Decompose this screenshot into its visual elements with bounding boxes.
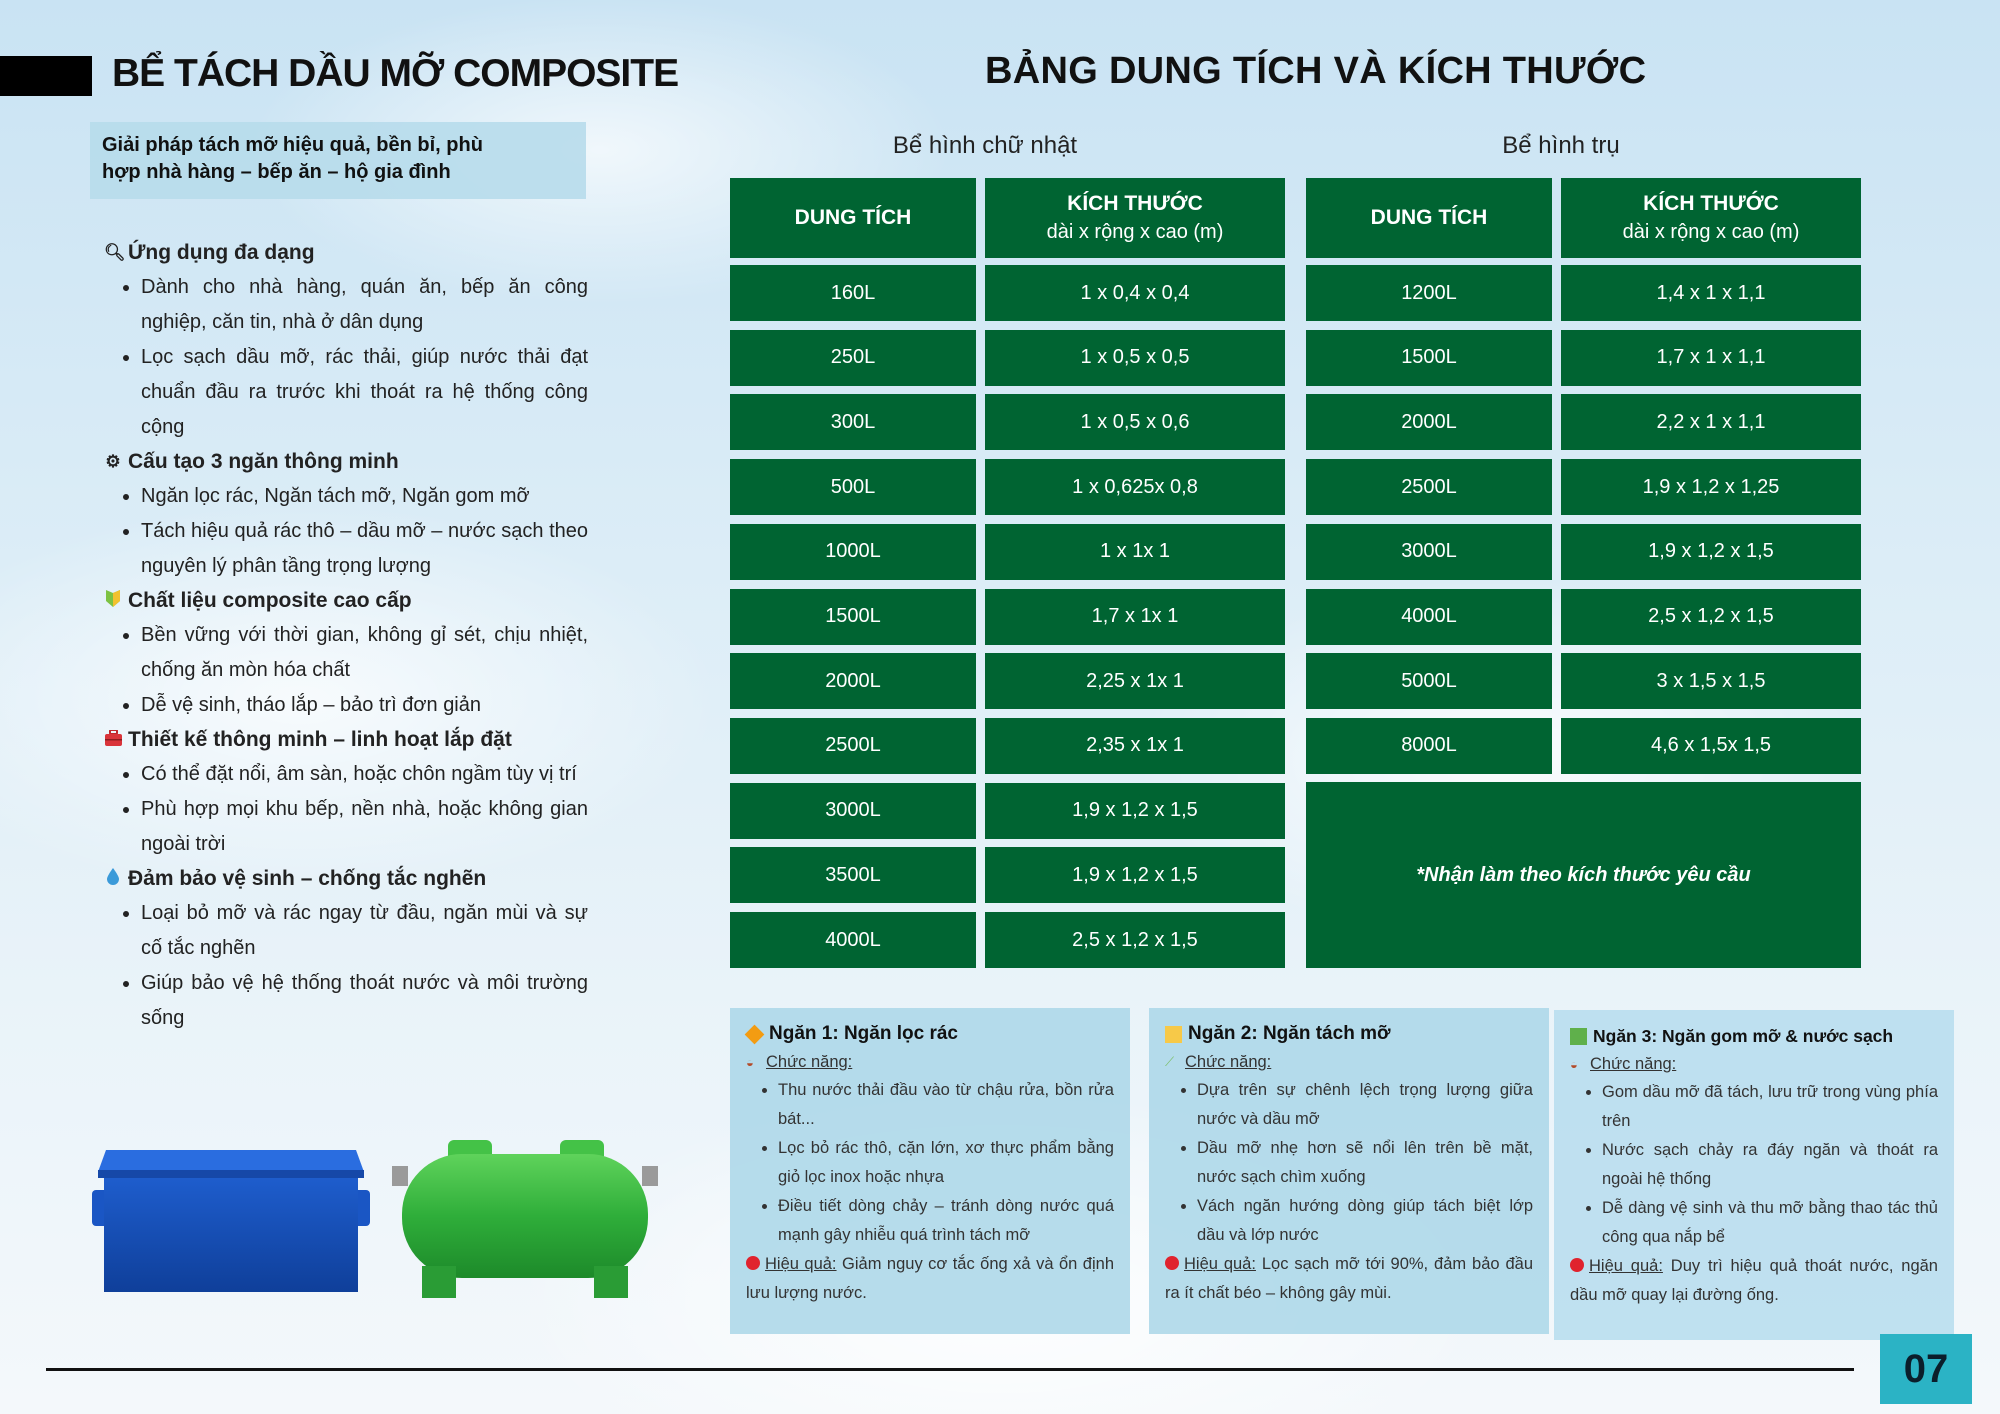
cyl-capacity-cell: 5000L (1306, 653, 1552, 709)
cyl-size-cell: 2,5 x 1,2 x 1,5 (1561, 589, 1861, 645)
compartment-bullet: • Dầu mỡ nhẹ hơn sẽ nổi lên trên bề mặt, nước sạch chìm xuống (1197, 1134, 1533, 1192)
compartment-bullet: • Vách ngăn hướng dòng giúp tách biệt lớp dầu và lớp nước (1197, 1192, 1533, 1250)
rect-capacity-cell: 250L (730, 330, 976, 386)
yellow-square-icon (1165, 1026, 1182, 1043)
subtitle-line: hợp nhà hàng – bếp ăn – hộ gia đình (102, 161, 451, 183)
header-capacity: DUNG TÍCH (1306, 178, 1552, 258)
feature-bullet: • Có thể đặt nổi, âm sàn, hoặc chôn ngầm tùy vị trí (141, 757, 588, 792)
rect-capacity-cell: 3500L (730, 847, 976, 903)
rect-capacity-cell: 500L (730, 459, 976, 515)
cyl-size-cell: 3 x 1,5 x 1,5 (1561, 653, 1861, 709)
green-cylindrical-tank-image (392, 1140, 658, 1298)
title-accent-bar (0, 56, 92, 96)
compartment-heading: Ngăn 1: Ngăn lọc rác (746, 1020, 1114, 1048)
rect-size-cell: 1 x 0,4 x 0,4 (985, 265, 1285, 321)
rect-capacity-cell: 1500L (730, 589, 976, 645)
rect-size-cell: 2,35 x 1x 1 (985, 718, 1285, 774)
rect-capacity-cell: 4000L (730, 912, 976, 968)
feature-heading: Đảm bảo vệ sinh – chống tắc nghẽn (104, 862, 588, 896)
red-dot-icon (1165, 1256, 1179, 1270)
cyl-capacity-cell: 1500L (1306, 330, 1552, 386)
cyl-size-cell: 1,9 x 1,2 x 1,25 (1561, 459, 1861, 515)
rect-size-cell: 1,7 x 1x 1 (985, 589, 1285, 645)
feature-bullet: • Loại bỏ mỡ và rác ngay từ đầu, ngăn mùi và sự cố tắc nghẽn (141, 896, 588, 966)
feature-heading: 🔍︎ Ứng dụng đa dạng (104, 241, 315, 264)
cyl-capacity-cell: 1200L (1306, 265, 1552, 321)
footer-rule (46, 1368, 1854, 1371)
green-square-icon (1570, 1028, 1587, 1045)
rect-size-cell: 1,9 x 1,2 x 1,5 (985, 847, 1285, 903)
bowl-icon: ◒ (1570, 1056, 1578, 1072)
rectangular-tank-caption: Bể hình chữ nhật (892, 132, 1078, 159)
feature-bullet: • Lọc sạch dầu mỡ, rác thải, giúp nước thải đạt chuẩn đầu ra trước khi thoát ra hệ thống công cộng (141, 340, 588, 445)
compartment-heading: Ngăn 3: Ngăn gom mỡ & nước sạch (1570, 1022, 1938, 1050)
rect-capacity-cell: 3000L (730, 783, 976, 839)
header-size: KÍCH THƯỚC dài x rộng x cao (m) (1561, 178, 1861, 258)
compartment-bullet: • Điều tiết dòng chảy – tránh dòng nước quá mạnh gây nhiễu quá trình tách mỡ (778, 1192, 1114, 1250)
header-capacity: DUNG TÍCH (730, 178, 976, 258)
feature-bullet: • Dành cho nhà hàng, quán ăn, bếp ăn công nghiệp, căn tin, nhà ở dân dụng (141, 270, 588, 340)
table-title: BẢNG DUNG TÍCH VÀ KÍCH THƯỚC (985, 50, 1647, 92)
compartment-bullet: • Thu nước thải đầu vào từ chậu rửa, bồn rửa bát... (778, 1076, 1114, 1134)
feature-bullet: • Ngăn lọc rác, Ngăn tách mỡ, Ngăn gom mỡ (141, 479, 588, 514)
page-number: 07 (1880, 1334, 1972, 1404)
function-label: ◒ Chức năng: (746, 1052, 853, 1071)
cyl-capacity-cell: 2000L (1306, 394, 1552, 450)
page-title: BỂ TÁCH DẦU MỠ COMPOSITE (112, 52, 679, 95)
cyl-size-cell: 1,4 x 1 x 1,1 (1561, 265, 1861, 321)
rect-size-cell: 2,25 x 1x 1 (985, 653, 1285, 709)
function-label: ◒ Chức năng: (1570, 1054, 1677, 1073)
compartment-bullet: • Nước sạch chảy ra đáy ngăn và thoát ra ngoài hệ thống (1602, 1136, 1938, 1194)
feature-bullet: • Giúp bảo vệ hệ thống thoát nước và môi trường sống (141, 966, 588, 1036)
feature-heading: Thiết kế thông minh – linh hoạt lắp đặt (104, 723, 588, 757)
cyl-capacity-cell: 2500L (1306, 459, 1552, 515)
gear-icon: ⚙ (105, 452, 121, 471)
compartment-1-box (730, 1008, 1130, 1334)
feature-heading: Chất liệu composite cao cấp (104, 584, 588, 618)
test-tube-icon: ⟋ (1165, 1054, 1175, 1069)
rect-capacity-cell: 2500L (730, 718, 976, 774)
feature-list (104, 236, 588, 1036)
shield-icon (104, 590, 122, 612)
rect-capacity-cell: 1000L (730, 524, 976, 580)
cyl-size-cell: 1,7 x 1 x 1,1 (1561, 330, 1861, 386)
compartment-3-box (1554, 1010, 1954, 1340)
toolbox-icon (104, 730, 122, 751)
cyl-capacity-cell: 4000L (1306, 589, 1552, 645)
bowl-icon: ◒ (746, 1054, 754, 1070)
compartment-bullet: • Dựa trên sự chênh lệch trọng lượng giữa nước và dầu mỡ (1197, 1076, 1533, 1134)
red-dot-icon (746, 1256, 760, 1270)
effect-text: Hiệu quả: Lọc sạch mỡ tới 90%, đảm bảo đầu ra ít chất béo – không gây mùi. (1165, 1255, 1533, 1302)
rect-size-cell: 1 x 0,5 x 0,6 (985, 394, 1285, 450)
rect-size-cell: 2,5 x 1,2 x 1,5 (985, 912, 1285, 968)
subtitle-box (90, 122, 586, 199)
compartment-bullet: • Lọc bỏ rác thô, cặn lớn, xơ thực phẩm bằng giỏ lọc inox hoặc nhựa (778, 1134, 1114, 1192)
rect-capacity-cell: 2000L (730, 653, 976, 709)
red-dot-icon (1570, 1258, 1584, 1272)
feature-bullet: • Phù hợp mọi khu bếp, nền nhà, hoặc không gian ngoài trời (141, 792, 588, 862)
droplet-icon (104, 868, 122, 890)
rect-capacity-cell: 300L (730, 394, 976, 450)
magnifier-icon: 🔍︎ (104, 243, 126, 262)
feature-bullet: • Tách hiệu quả rác thô – dầu mỡ – nước sạch theo nguyên lý phân tầng trọng lượng (141, 514, 588, 584)
blue-rectangular-tank-image (92, 1150, 370, 1292)
compartment-bullet: • Gom dầu mỡ đã tách, lưu trữ trong vùng phía trên (1602, 1078, 1938, 1136)
feature-bullet: • Bền vững với thời gian, không gỉ sét, chịu nhiệt, chống ăn mòn hóa chất (141, 618, 588, 688)
function-label: ⟋ Chức năng: (1165, 1052, 1272, 1071)
custom-size-note: *Nhận làm theo kích thước yêu cầu (1306, 782, 1861, 968)
feature-heading: ⚙ Cấu tạo 3 ngăn thông minh (105, 450, 399, 473)
rect-size-cell: 1 x 1x 1 (985, 524, 1285, 580)
cyl-capacity-cell: 3000L (1306, 524, 1552, 580)
orange-diamond-icon (745, 1024, 765, 1044)
cyl-size-cell: 2,2 x 1 x 1,1 (1561, 394, 1861, 450)
feature-bullet: • Dễ vệ sinh, tháo lắp – bảo trì đơn giản (141, 688, 588, 723)
cyl-capacity-cell: 8000L (1306, 718, 1552, 774)
effect-text: Hiệu quả: Giảm nguy cơ tắc ống xả và ổn định lưu lượng nước. (746, 1255, 1115, 1302)
cyl-size-cell: 4,6 x 1,5x 1,5 (1561, 718, 1861, 774)
compartment-heading: Ngăn 2: Ngăn tách mỡ (1165, 1020, 1533, 1048)
cyl-size-cell: 1,9 x 1,2 x 1,5 (1561, 524, 1861, 580)
rect-size-cell: 1,9 x 1,2 x 1,5 (985, 783, 1285, 839)
rect-size-cell: 1 x 0,625x 0,8 (985, 459, 1285, 515)
rect-capacity-cell: 160L (730, 265, 976, 321)
subtitle-line: Giải pháp tách mỡ hiệu quả, bền bỉ, phù (102, 134, 483, 156)
header-size: KÍCH THƯỚC dài x rộng x cao (m) (985, 178, 1285, 258)
rect-size-cell: 1 x 0,5 x 0,5 (985, 330, 1285, 386)
compartment-2-box (1149, 1008, 1549, 1334)
compartment-bullet: • Dễ dàng vệ sinh và thu mỡ bằng thao tác thủ công qua nắp bể (1602, 1194, 1938, 1252)
cylindrical-tank-caption: Bể hình trụ (1502, 132, 1620, 159)
effect-text: Hiệu quả: Duy trì hiệu quả thoát nước, ngăn dầu mỡ quay lại đường ống. (1570, 1257, 1938, 1304)
